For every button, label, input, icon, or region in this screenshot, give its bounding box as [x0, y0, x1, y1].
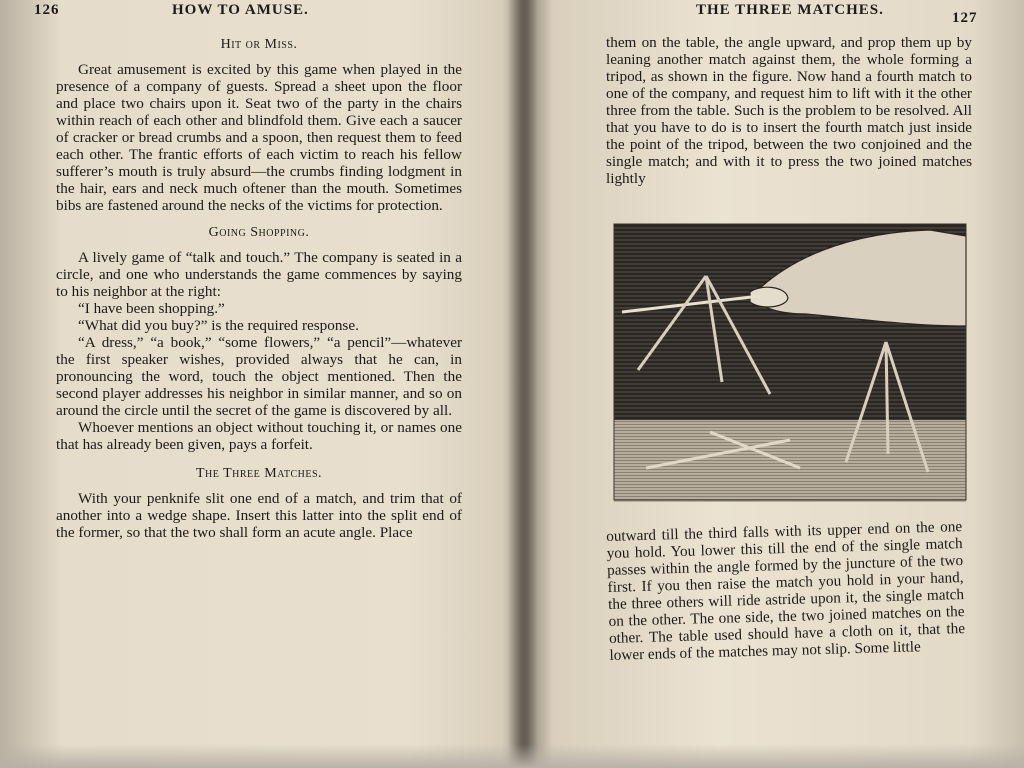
left-column — [56, 30, 462, 541]
paragraph: “A dress,” “a book,” “some flowers,” “a pencil”—whatever the first speaker wishes, provided always that he can, in pronouncing the word, touch the object mentioned. Then the second player addresses his neighbor in similar manner, and so on around the circle until the secret of the game is discovered by all. — [56, 334, 462, 419]
engraving-svg — [610, 222, 970, 502]
paragraph: “What did you buy?” is the required response. — [78, 317, 359, 334]
left-page-number: 126 — [34, 2, 60, 18]
table-surface — [614, 420, 966, 502]
section-heading-three-matches: The Three Matches. — [195, 466, 323, 481]
three-matches-illustration — [610, 222, 970, 502]
page-bottom-edge — [0, 744, 1024, 768]
paragraph: outward till the third falls with its upper end on the one you hold. You lower this till the end of the single match passes within the angle formed by the juncture of the two first. If you then raise the match you hold in your hand, the three others will ride astride upon it, the single match on the other. The one side, the two joined matches on the other. The table used should have a cloth on it, that the lower ends of the matches may not slip. Some little — [606, 518, 966, 664]
section-heading-hit-or-miss: Hit or Miss. — [220, 37, 298, 52]
paragraph: A lively game of “talk and touch.” The company is seated in a circle, and one who understands the game commences by saying to his neighbor at the right: — [56, 249, 462, 300]
right-running-head: THE THREE MATCHES. — [696, 2, 884, 18]
book-gutter — [508, 0, 538, 768]
section-heading-going-shopping: Going Shopping. — [208, 225, 310, 240]
right-bottom-column — [606, 518, 966, 664]
paragraph: With your penknife slit one end of a match, and trim that of another into a wedge shape. Insert this latter into the split end of the former, so that the two shall form an acute angle. Place — [56, 490, 462, 541]
left-running-head: HOW TO AMUSE. — [172, 2, 309, 18]
paragraph: “I have been shopping.” — [78, 300, 225, 317]
tripod-leg-2 — [886, 342, 888, 454]
paragraph: Great amusement is excited by this game when played in the presence of a company of guests. Spread a sheet upon the floor and place two chairs upon it. Seat two of the party in the chairs within reach of each other and blindfold them. Give each a saucer of cracker or bread crumbs and a spoon, then request them to feed each other. The frantic efforts of each victim to reach his fellow sufferer’s mouth is truly absurd—the crumbs finding lodgment in the hair, ears and neck much oftener than the mouth. Sometimes bibs are fastened around the necks of the victims for protection. — [56, 61, 462, 214]
right-page — [530, 0, 1024, 748]
paragraph: them on the table, the angle upward, and prop them up by leaning another match against them, the whole forming a tripod, as shown in the figure. Now hand a fourth match to one of the company, and request him to lift with it the other three from the table. Such is the problem to be resolved. All that you have to do is to insert the fourth match just inside the point of the tripod, between the two conjoined and the single match; and with it to press the two joined matches lightly — [606, 34, 972, 187]
left-page — [0, 0, 512, 748]
right-page-number: 127 — [952, 10, 978, 26]
right-top-column — [606, 34, 972, 187]
paragraph: Whoever mentions an object without touching it, or names one that has already been given, pays a forfeit. — [56, 419, 462, 453]
